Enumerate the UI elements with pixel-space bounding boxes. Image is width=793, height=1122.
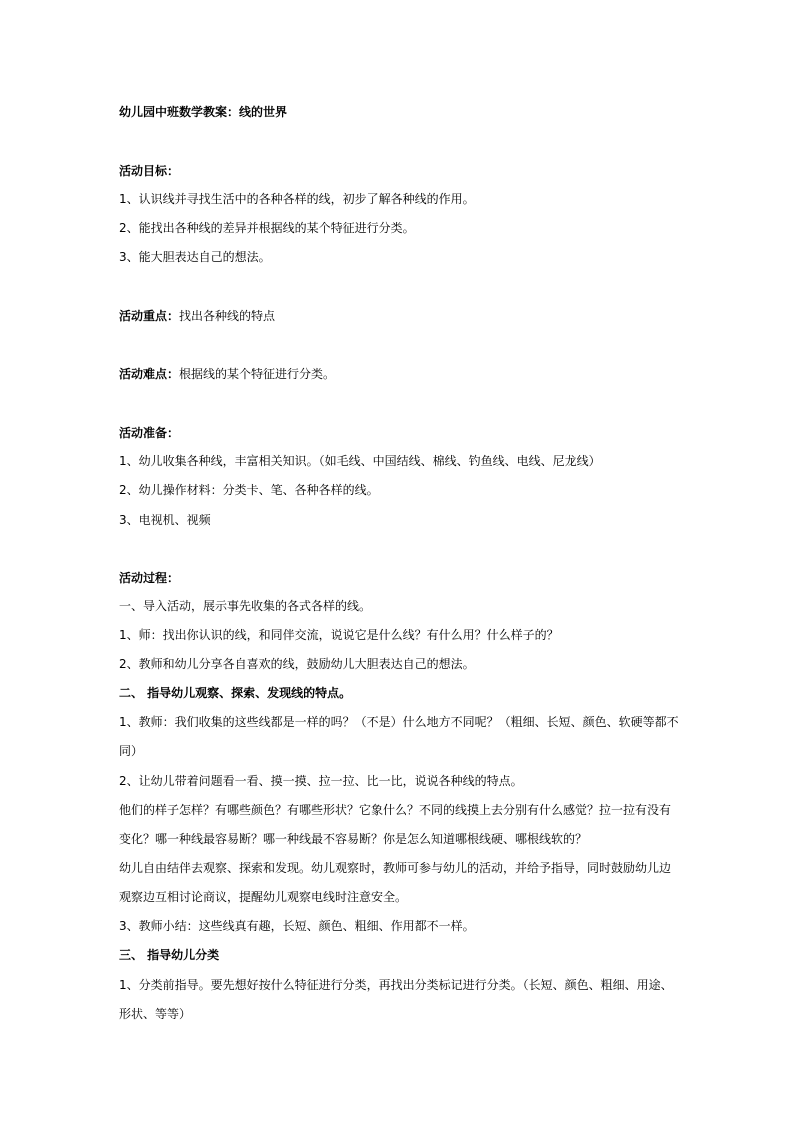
process-step: 2、教师和幼儿分享各自喜欢的线，鼓励幼儿大胆表达自己的想法。 (119, 657, 475, 671)
process-text: 他们的样子怎样？有哪些颜色？有哪些形状？它象什么？不同的线摸上去分别有什么感觉？拉一拉有没有 (119, 803, 672, 817)
goals-heading: 活动目标： (119, 164, 180, 178)
difficulty-text: 根据线的某个特征进行分类。 (179, 367, 336, 381)
process-step: 1、师：找出你认识的线，和同伴交流，说说它是什么线？有什么用？什么样子的？ (119, 628, 559, 642)
preparation-item: 2、幼儿操作材料：分类卡、笔、各种各样的线。 (119, 483, 379, 497)
process-step: 一、导入活动，展示事先收集的各式各样的线。 (119, 599, 372, 613)
process-section-heading: 二、 指导幼儿观察、探索、发现线的特点。 (119, 686, 352, 700)
process-step: 形状、等等） (119, 1007, 192, 1021)
process-step: 2、让幼儿带着问题看一看、摸一摸、拉一拉、比一比，说说各种线的特点。 (119, 774, 523, 788)
process-step: 同） (119, 744, 144, 758)
preparation-heading: 活动准备： (119, 426, 180, 440)
process-step: 3、教师小结：这些线真有趣，长短、颜色、粗细、作用都不一样。 (119, 919, 475, 933)
preparation-item: 1、幼儿收集各种线，丰富相关知识。（如毛线、中国结线、棉线、钓鱼线、电线、尼龙线） (119, 454, 601, 468)
key-point-text: 找出各种线的特点 (179, 309, 276, 323)
process-step: 1、教师：我们收集的这些线都是一样的吗？（不是）什么地方不同呢？（粗细、长短、颜色、软硬等都不 (119, 715, 679, 729)
process-heading: 活动过程： (119, 571, 180, 585)
process-text: 幼儿自由结伴去观察、探索和发现。幼儿观察时，教师可参与幼儿的活动，并给予指导，同时鼓励幼儿边 (119, 861, 672, 875)
goal-item: 1、认识线并寻找生活中的各种各样的线，初步了解各种线的作用。 (119, 192, 475, 206)
goal-item: 2、能找出各种线的差异并根据线的某个特征进行分类。 (119, 221, 415, 235)
difficulty (119, 365, 679, 383)
process-text: 观察边互相讨论商议，提醒幼儿观察电线时注意安全。 (119, 890, 408, 904)
doc-title: 幼儿园中班数学教案：线的世界 (119, 105, 288, 119)
difficulty-label: 活动难点： (119, 367, 180, 381)
goal-item: 3、能大胆表达自己的想法。 (119, 250, 271, 264)
key-point (119, 307, 679, 325)
preparation-item: 3、电视机、视频 (119, 513, 211, 527)
process-section-heading: 三、 指导幼儿分类 (119, 948, 220, 962)
process-step: 1、分类前指导。要先想好按什么特征进行分类，再找出分类标记进行分类。（长短、颜色、粗细、用途、 (119, 978, 673, 992)
key-point-label: 活动重点： (119, 309, 180, 323)
process-text: 变化？哪一种线最容易断？哪一种线最不容易断？你是怎么知道哪根线硬、哪根线软的？ (119, 832, 588, 846)
